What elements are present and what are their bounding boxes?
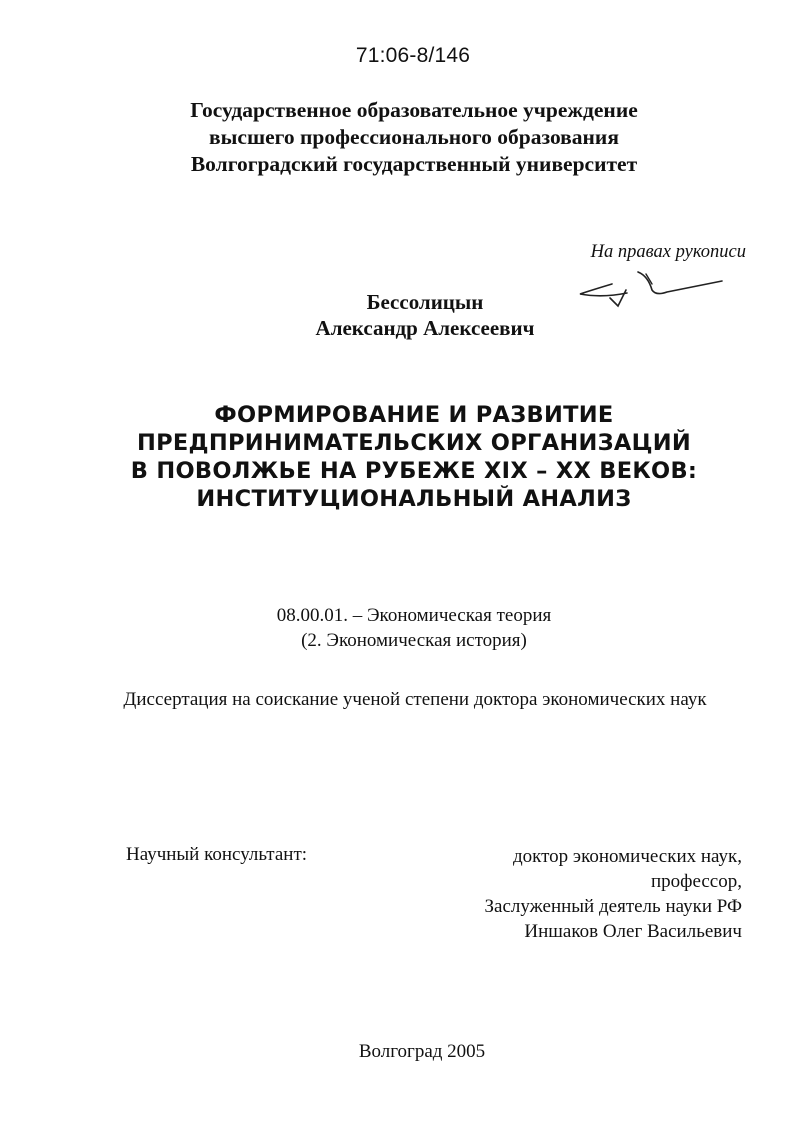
institution-line-1: Государственное образовательное учреждение [190, 98, 638, 122]
consultant-info [485, 844, 742, 944]
institution-line-3: Волгоградский государственный университет [190, 152, 638, 176]
title-line-3: В ПОВОЛЖЬЕ НА РУБЕЖЕ XIX – XX ВЕКОВ: [130, 458, 698, 484]
registration-code: 71:06-8/146 [355, 44, 471, 67]
consultant-label: Научный консультант: [126, 844, 308, 865]
consultant-name: Иншаков Олег Васильевич [524, 921, 742, 942]
manuscript-note: На правах рукописи [590, 242, 746, 262]
consultant-degree: доктор экономических наук, [512, 846, 742, 867]
author-block [0, 289, 798, 341]
consultant-rank: профессор, [650, 871, 742, 892]
title-line-1: ФОРМИРОВАНИЕ И РАЗВИТИЕ [214, 402, 614, 428]
author-given-names: Александр Алексеевич [315, 316, 535, 340]
institution-line-2: высшего профессионального образования [209, 125, 619, 149]
title-line-2: ПРЕДПРИНИМАТЕЛЬСКИХ ОРГАНИЗАЦИЙ [136, 430, 692, 456]
city-year: Волгоград 2005 [358, 1041, 486, 1062]
institution-block [0, 97, 798, 178]
consultant-honor: Заслуженный деятель науки РФ [484, 896, 742, 917]
specialty-sub: (2. Экономическая история) [301, 630, 527, 651]
title-line-4: ИНСТИТУЦИОНАЛЬНЫЙ АНАЛИЗ [196, 486, 632, 512]
degree-statement: Диссертация на соискание ученой степени доктора экономических наук [123, 689, 707, 710]
specialty-code: 08.00.01. – Экономическая теория [276, 605, 552, 626]
specialty-block [0, 603, 798, 653]
dissertation-title [0, 401, 798, 513]
author-surname: Бессолицын [366, 290, 484, 314]
